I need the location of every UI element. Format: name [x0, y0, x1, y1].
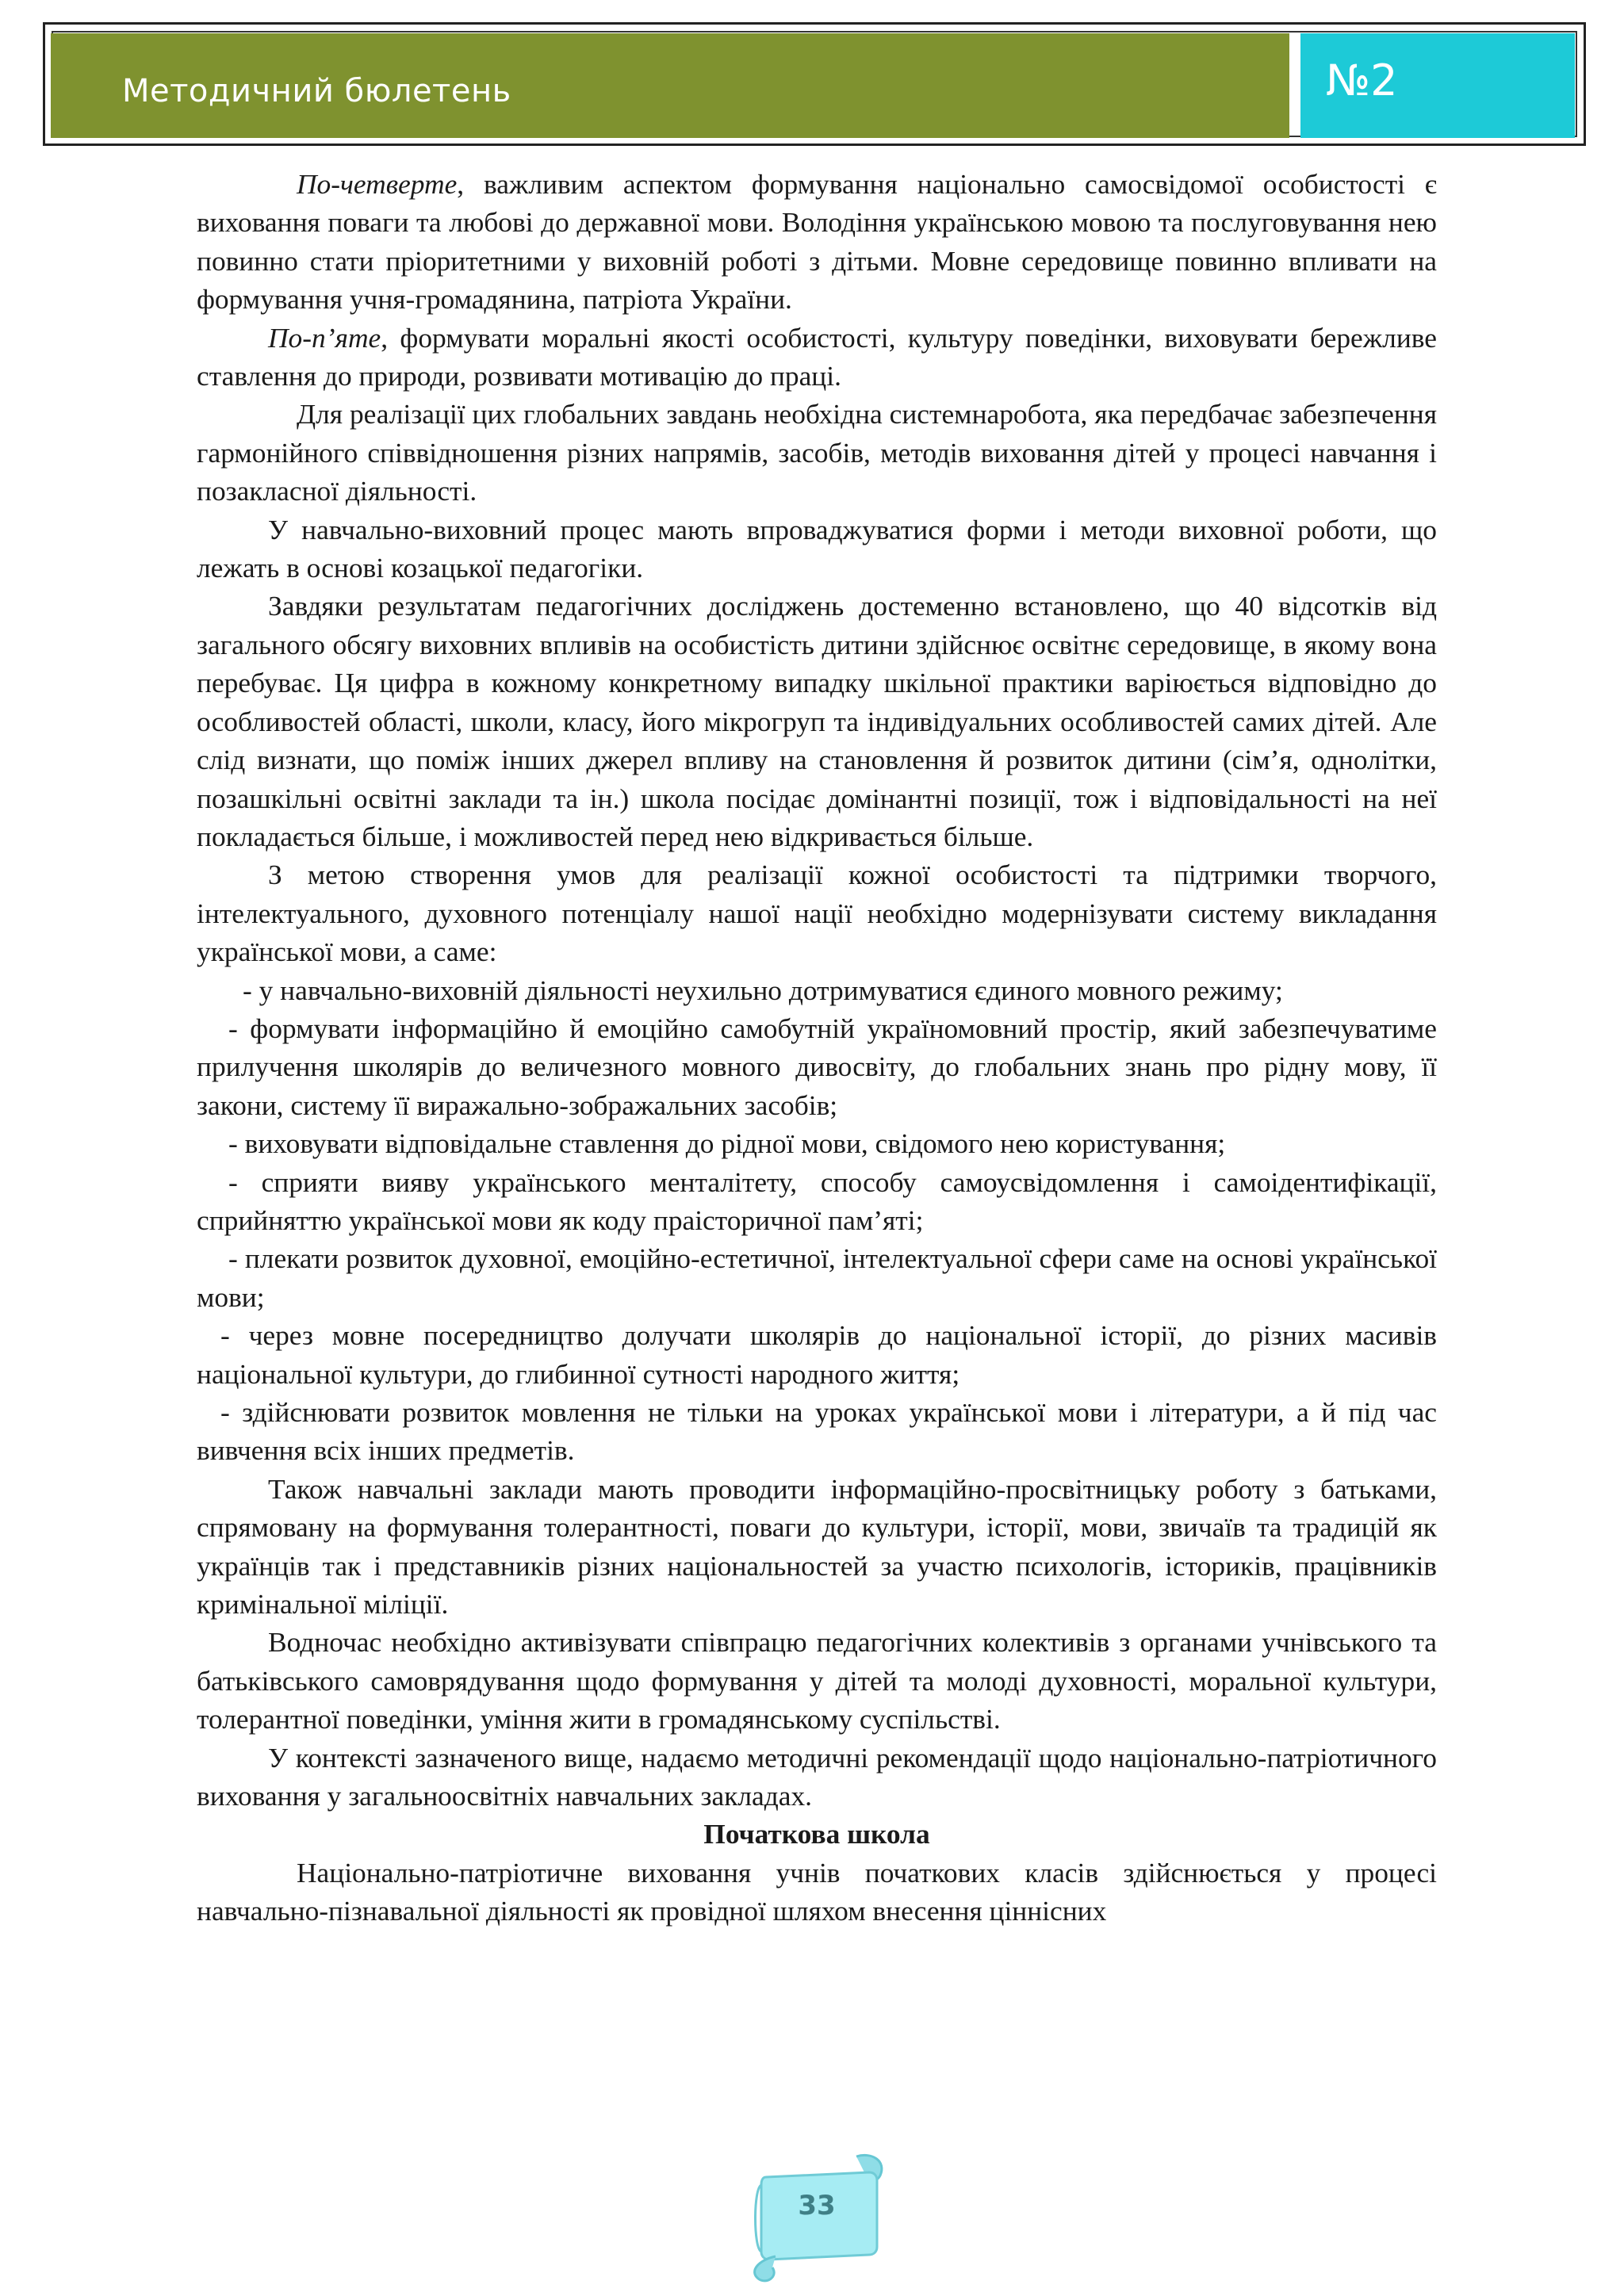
paragraph: Національно-патріотичне виховання учнів початкових класів здійснюється у процесі навчально-пізнавальної діяльності як провідної шляхом внесення ціннісних	[197, 1856, 1437, 1927]
page-number: 33	[798, 2190, 836, 2221]
issue-number: №2	[1326, 55, 1398, 105]
list-item: - у навчально-виховній діяльності неухильно дотримуватися єдиного мовного режиму;	[243, 974, 1283, 1006]
paragraph: У контексті зазначеного вище, надаємо методичні рекомендації щодо національно-патріотичного виховання у загальноосвітніх навчальних закладах.	[197, 1741, 1437, 1812]
paragraph-fifth	[197, 319, 1437, 396]
paragraph-lead: По-п’яте	[268, 321, 381, 354]
paragraph: У навчально-виховний процес мають впроваджуватися форми і методи виховної роботи, що лежать в основі козацької педагогіки.	[197, 513, 1437, 584]
section-heading: Початкова школа	[703, 1818, 930, 1850]
paragraph-lead: По-четверте	[297, 168, 458, 200]
list-item: - плекати розвиток духовної, емоційно-естетичної, інтелектуальної сфери саме на основі української мови;	[197, 1242, 1437, 1313]
paragraph-text: , формувати моральні якості особистості, культуру поведінки, виховувати бережливе ставлення до природи, розвивати мотивацію до праці.	[197, 321, 1437, 392]
bulletin-title: Методичний бюлетень	[122, 73, 511, 109]
paragraph: Завдяки результатам педагогічних досліджень достеменно встановлено, що 40 відсотків від загального обсягу виховних впливів на особистість дитини здійснює освітнє середовище, в якому вона перебуває. Ця цифра в кожному конкретному випадку шкільної практики варіюється відповідно до особливостей області, школи, класу, його мікрогруп та індивідуальних особливостей самих дітей. Але слід визнати, що поміж інших джерел впливу на становлення й розвиток дитини (сім’я, однолітки, позашкільні освітні заклади та ін.) школа посідає домінантні позиції, тож і відповідальності на неї покладається більше, і можливостей перед нею відкривається більше.	[197, 590, 1437, 852]
header-issue-bar	[1300, 33, 1575, 138]
paragraph: Для реалізації цих глобальних завдань необхідна системнаробота, яка передбачає забезпечення гармонійного співвідношення різних напрямів, засобів, методів виховання дітей у процесі навчання і позакласної діяльності.	[197, 398, 1437, 507]
header-title-bar	[51, 33, 1289, 138]
paragraph-text: , важливим аспектом формування національно самосвідомої особистості є виховання поваги та любові до державної мови. Володіння українською мовою та послуговування нею повинно стати пріоритетними у виховній роботі з дітьми. Мовне середовище повинно впливати на формування учня-громадянина, патріота України.	[197, 168, 1437, 316]
list-item: - виховувати відповідальне ставлення до рідної мови, свідомого нею користування;	[228, 1127, 1226, 1160]
list-item: - через мовне посередництво долучати школярів до національної історії, до різних масивів національної культури, до глибинної сутності народного життя;	[197, 1319, 1437, 1390]
paragraph-fourth	[197, 165, 1437, 319]
page-number-scroll	[737, 2141, 896, 2283]
article-body	[197, 165, 1437, 1931]
paragraph: Також навчальні заклади мають проводити інформаційно-просвітницьку роботу з батьками, спрямовану на формування толерантності, поваги до культури, історії, мови, звичаїв та традицій як українців так і представників різних національностей за участю психологів, істориків, працівників кримінальної міліції.	[197, 1472, 1437, 1621]
list-item: - здійснювати розвиток мовлення не тільки на уроках української мови і літератури, а й під час вивчення всіх інших предметів.	[197, 1396, 1437, 1467]
list-item: - сприяти вияву українського менталітету, способу самоусвідомлення і самоідентифікації, сприйняттю української мови як коду праісторичної пам’яті;	[197, 1165, 1437, 1236]
paragraph: З метою створення умов для реалізації кожної особистості та підтримки творчого, інтелектуального, духовного потенціалу нашої нації необхідно модернізувати систему викладання української мови, а саме:	[197, 859, 1437, 968]
list-item: - формувати інформаційно й емоційно самобутній україномовний простір, який забезпечуватиме прилучення школярів до величезного мовного дивосвіту, до глобальних знань про рідну мову, її закони, систему її виражально-зображальних засобів;	[197, 1012, 1437, 1121]
paragraph: Водночас необхідно активізувати співпрацю педагогічних колективів з органами учнівського та батьківського самоврядування щодо формування у дітей та молоді духовності, моральної культури, толерантної поведінки, уміння жити в громадянському суспільстві.	[197, 1626, 1437, 1735]
